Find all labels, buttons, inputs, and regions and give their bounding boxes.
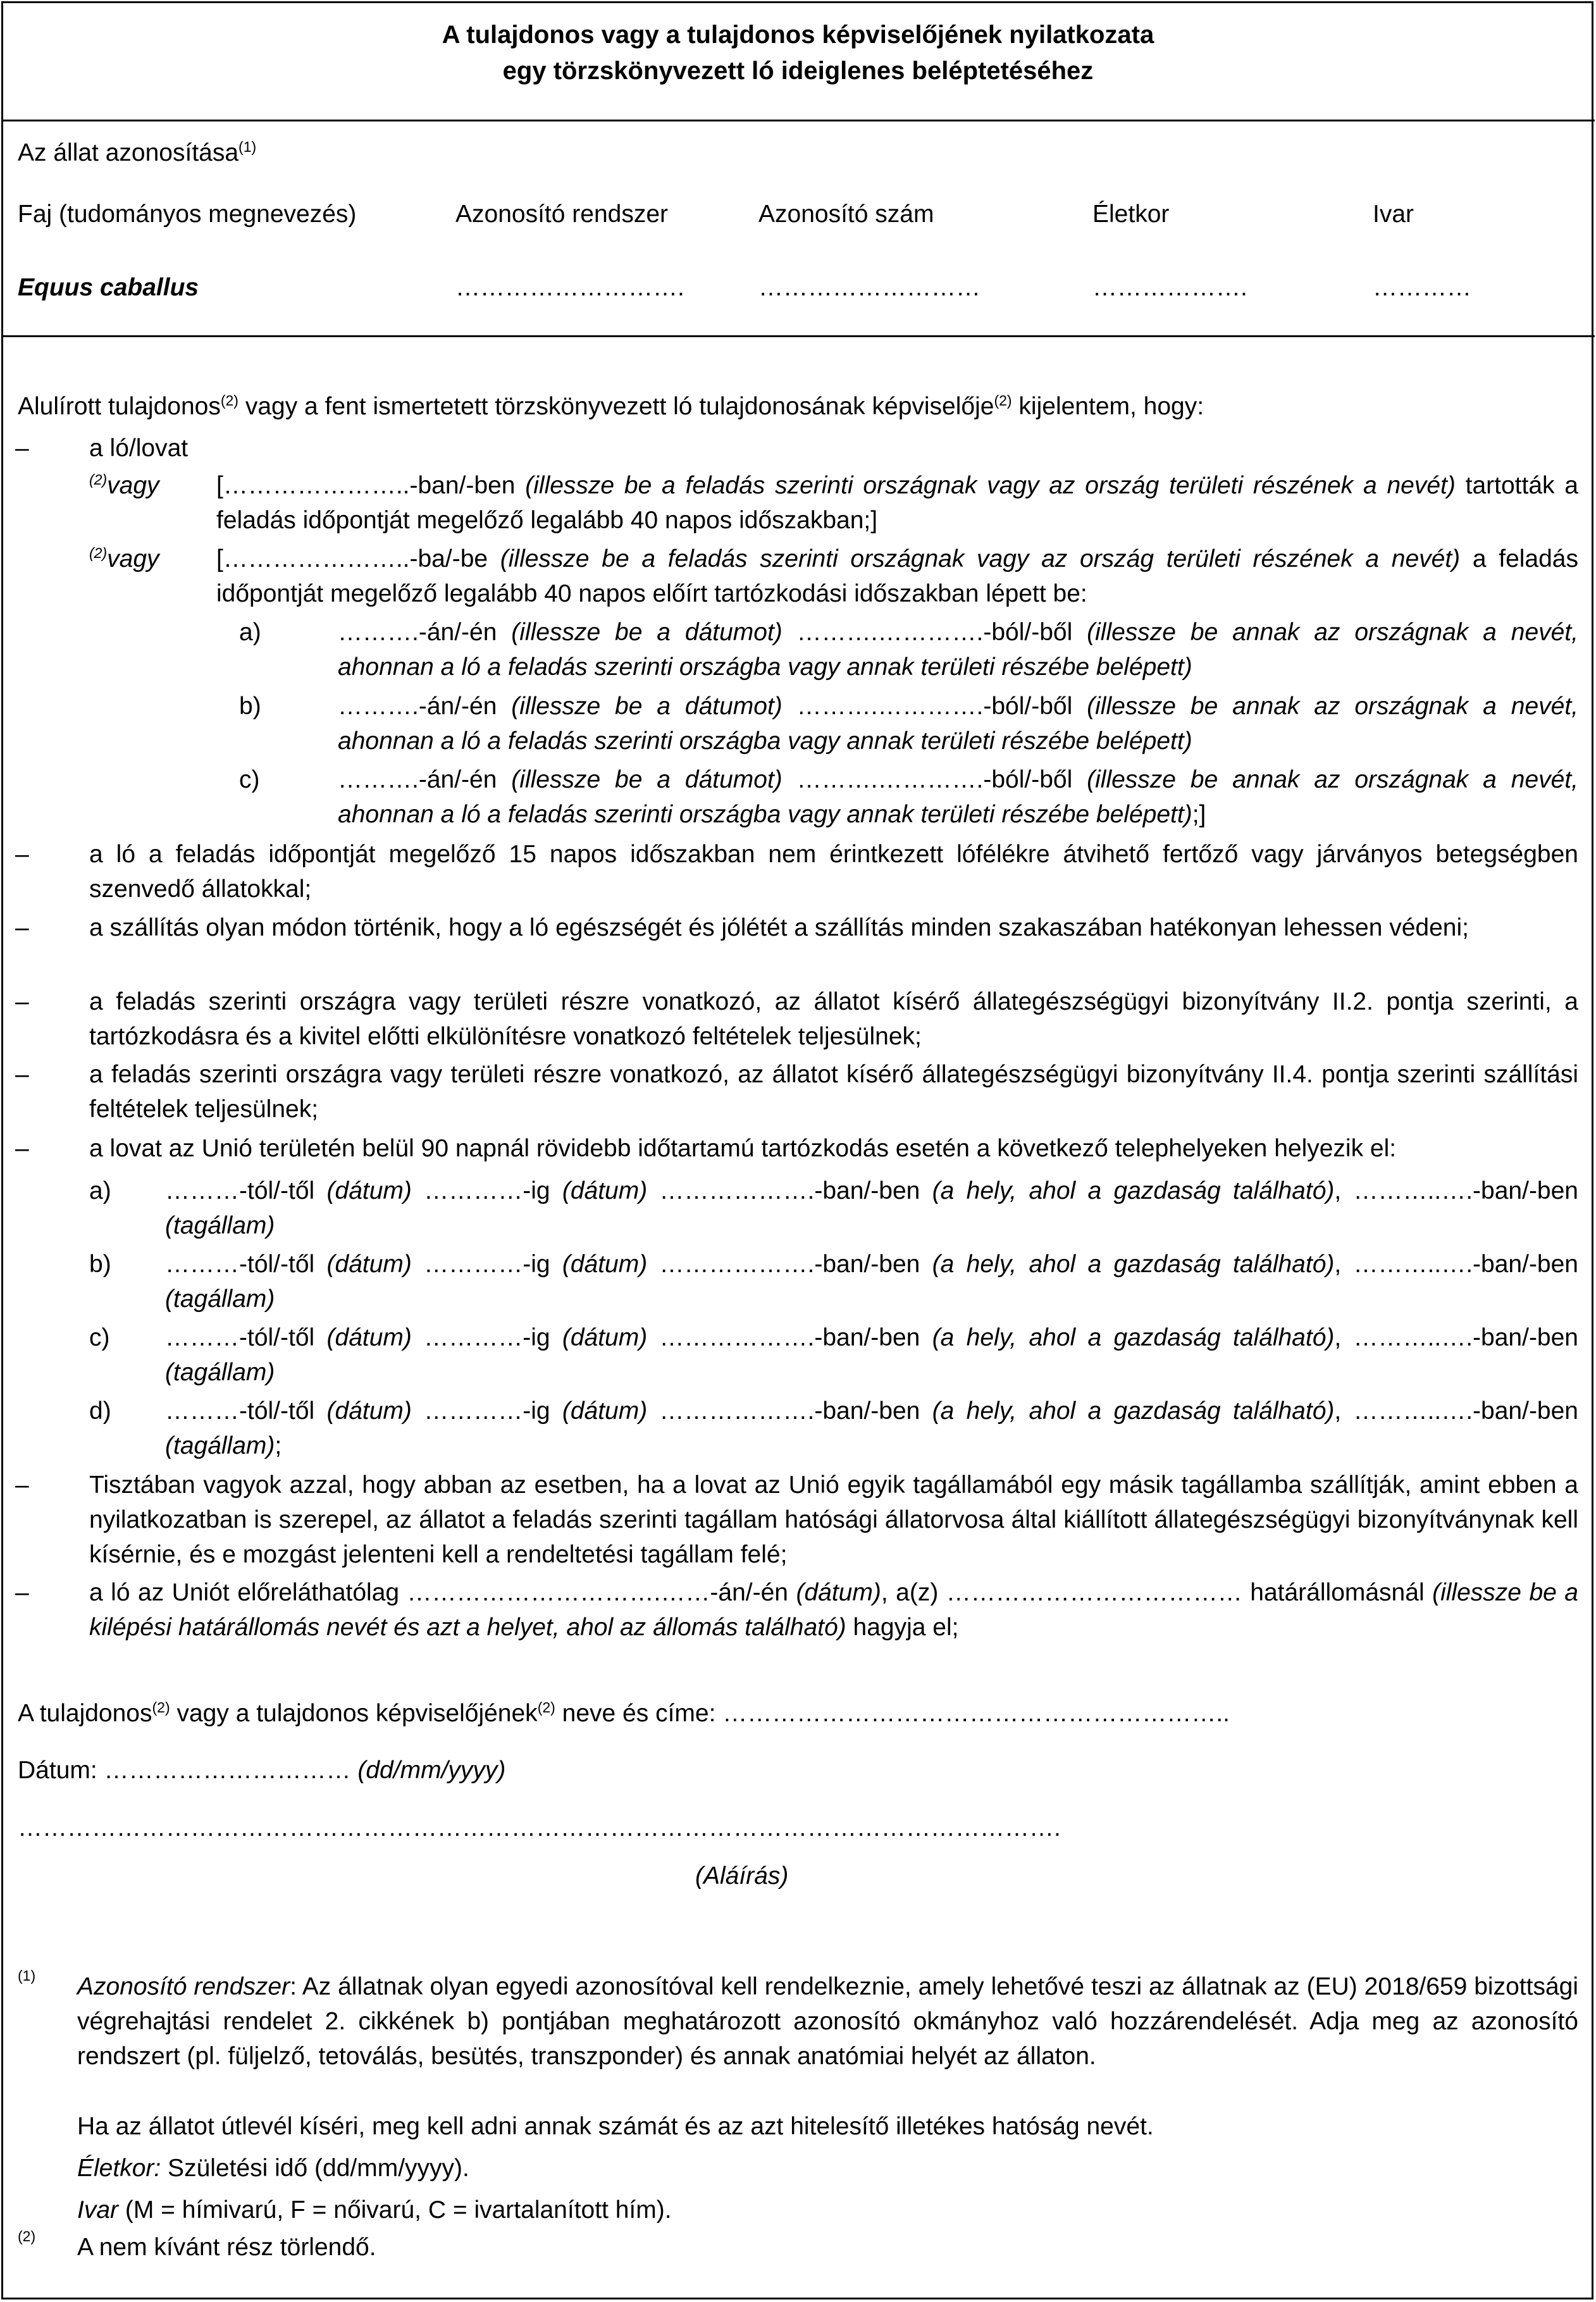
number-field[interactable]: ……………………… (758, 274, 980, 301)
age-field[interactable]: ………………. (1092, 274, 1247, 301)
divider-header (1, 120, 1595, 121)
location-c: ………-tól/-től (dátum) …………-ig (dátum) ……………….-ban/-ben (a hely, ahol a gazdaság található), ………..….-ban/-ben (tagállam) (165, 1324, 1578, 1386)
col-system-label: Azonosító rendszer (455, 201, 669, 228)
loc-label-b: b) (89, 1251, 111, 1278)
col-sex-label: Ivar (1373, 201, 1414, 228)
item-no-contact: a ló a feladás időpontját megelőző 15 napos időszakban nem érintkezett lófélékre átvihető fertőző vagy járványos betegségben szenvedő állatokkal; (89, 841, 1578, 903)
footnote-2-mark: (2) (18, 2228, 36, 2244)
signature-line[interactable]: ………………………………………………………………………………………………………………. (18, 1814, 1061, 1841)
identification-heading: Az állat azonosítása$^{(1)}$ (18, 139, 257, 166)
col-species-label: Faj (tudományos megnevezés) (18, 201, 357, 228)
bullet-dash: – (15, 1135, 29, 1162)
bullet-dash: – (15, 1471, 29, 1499)
sub-label-a: a) (239, 619, 261, 646)
entry-country-c: ……….-án/-én (illessze be a dátumot) ……….………….-ból/-ből (illessze be annak az országnak a nevét, ahonnan a ló a feladás szerinti országba vagy annak területi részébe belépett);] (338, 766, 1579, 828)
sex-field[interactable]: ………… (1373, 274, 1471, 301)
option-vagy-2[interactable]: $^{(2)}$vagy (89, 545, 159, 572)
species-value: Equus caballus (18, 274, 199, 301)
bullet-dash: – (15, 1061, 29, 1088)
bullet-dash: – (15, 914, 29, 941)
item-transport-conditions: a feladás szerinti országra vagy területi részre vonatkozó, az állatot kísérő állategészségügyi bizonyítvány II.4. pontja szerinti szállítási feltételek teljesülnek; (89, 1061, 1578, 1123)
divider-identification (1, 335, 1595, 337)
option-vagy-1[interactable]: $^{(2)}$vagy (89, 471, 159, 499)
option-vagy-1-text: […………………..-ban/-ben (illessze be a feladás szerinti országnak vagy az ország területi részének a nevét) tartották a feladás időpontját megelőző legalább 40 napos időszakban;] (216, 472, 1579, 534)
loc-label-c: c) (89, 1324, 110, 1351)
col-age-label: Életkor (1092, 201, 1170, 228)
loc-label-a: a) (89, 1177, 111, 1204)
bullet-dash: – (15, 1579, 29, 1606)
bullet-dash: – (15, 988, 29, 1015)
entry-country-a: ……….-án/-én (illessze be a dátumot) ……….………….-ból/-ből (illessze be annak az országnak a nevét, ahonnan a ló a feladás szerinti országba vagy annak területi részébe belépett) (338, 619, 1579, 681)
sub-label-b: b) (239, 693, 261, 720)
bullet-dash: – (15, 435, 29, 462)
footnote-1-sex: Ivar (M = hímivarú, F = nőivarú, C = ivartalanított hím). (77, 2196, 672, 2224)
col-number-label: Azonosító szám (758, 201, 934, 228)
footnote-1-text: Azonosító rendszer: Az állatnak olyan egyedi azonosítóval kell rendelkeznie, amely lehetővé teszi az állatnak az (EU) 2018/659 bizottsági végrehajtási rendelet 2. cikkének b) pontjában meghatározott azonosító okmányhoz való hozzárendelését. Adja meg az azonosító rendszert (pl. füljelző, tetoválás, besütés, transzponder) és annak anatómiai helyét az állaton. (77, 1973, 1578, 2070)
owner-name-address[interactable]: A tulajdonos$^{(2)}$ vagy a tulajdonos képviselőjének$^{(2)}$ neve és címe: …………………………………………………….. (18, 1699, 1230, 1727)
page-title-line1: A tulajdonos vagy a tulajdonos képviselőjének nyilatkozata (442, 21, 1154, 49)
declaration-intro: Alulírott tulajdonos$^{(2)}$ vagy a fent ismertetett törzskönyvezett ló tulajdonosának képviselője$^{(2)}$ kijelentem, hogy: (18, 392, 1204, 420)
loc-label-d: d) (89, 1397, 111, 1425)
item-horse: a ló/lovat (89, 435, 189, 462)
footnote-1-passport: Ha az állatot útlevél kíséri, meg kell adni annak számát és az azt hitelesítő illetékes hatóság nevét. (77, 2113, 1154, 2140)
location-d: ………-tól/-től (dátum) …………-ig (dátum) ……………….-ban/-ben (a hely, ahol a gazdaság található), ………..….-ban/-ben (tagállam); (165, 1397, 1578, 1459)
system-field[interactable]: ………………………. (455, 274, 684, 301)
signature-label: (Aláírás) (695, 1862, 789, 1890)
option-vagy-2-text: […………………..-ba/-be (illessze be a feladás szerinti országnak vagy az ország területi részének a nevét) a feladás időpontját megelőző legalább 40 napos előírt tartózkodási időszakban lépett be: (216, 545, 1578, 607)
location-b: ………-tól/-től (dátum) …………-ig (dátum) ……………….-ban/-ben (a hely, ahol a gazdaság található), ………..….-ban/-ben (tagállam) (165, 1251, 1578, 1313)
item-residence-conditions: a feladás szerinti országra vagy területi részre vonatkozó, az állatot kísérő állategészségügyi bizonyítvány II.2. pontja szerinti, a tartózkodásra és a kivitel előtti elkülönítésre vonatkozó feltételek teljesülnek; (89, 988, 1578, 1050)
footnote-2-text: A nem kívánt rész törlendő. (77, 2234, 376, 2261)
date-field[interactable]: Dátum: ………………………… (dd/mm/yyyy) (18, 1757, 506, 1784)
item-transport-welfare: a szállítás olyan módon történik, hogy a ló egészségét és jólétét a szállítás minden szakaszában hatékonyan lehessen védeni; (89, 914, 1469, 941)
item-awareness: Tisztában vagyok azzal, hogy abban az esetben, ha a lovat az Unió egyik tagállamából egy másik tagállamba szállítják, amint ebben a nyilatkozatban is szerepel, az állatot a feladás szerinti tagállam hatósági állatorvosa által kiállított állategészségügyi bizonyítványnak kell kísérnie, és e mozgást jelenteni kell a rendeltetési tagállam felé; (89, 1471, 1578, 1568)
page-title-line2: egy törzskönyvezett ló ideiglenes beléptetéséhez (502, 57, 1094, 85)
entry-country-b: ……….-án/-én (illessze be a dátumot) ……….………….-ból/-ből (illessze be annak az országnak a nevét, ahonnan a ló a feladás szerinti országba vagy annak területi részébe belépett) (338, 693, 1579, 755)
item-locations: a lovat az Unió területén belül 90 napnál rövidebb időtartamú tartózkodás esetén a következő telephelyeken helyezik el: (89, 1135, 1397, 1162)
footnote-1-age: Életkor: Születési idő (dd/mm/yyyy). (77, 2155, 469, 2182)
bullet-dash: – (15, 841, 29, 868)
sub-label-c: c) (239, 766, 260, 793)
location-a: ………-tól/-től (dátum) …………-ig (dátum) ……………….-ban/-ben (a hely, ahol a gazdaság található), ………..….-ban/-ben (tagállam) (165, 1177, 1578, 1239)
footnote-1-mark: (1) (18, 1967, 36, 1984)
item-exit-border: a ló az Uniót előreláthatólag ………………………….……-án/-én (dátum), a(z) ……………………………… határállomásnál (illessze be a kilépési határállomás nevét és azt a helyet, ahol az állomás található) hagyja el; (89, 1579, 1578, 1641)
